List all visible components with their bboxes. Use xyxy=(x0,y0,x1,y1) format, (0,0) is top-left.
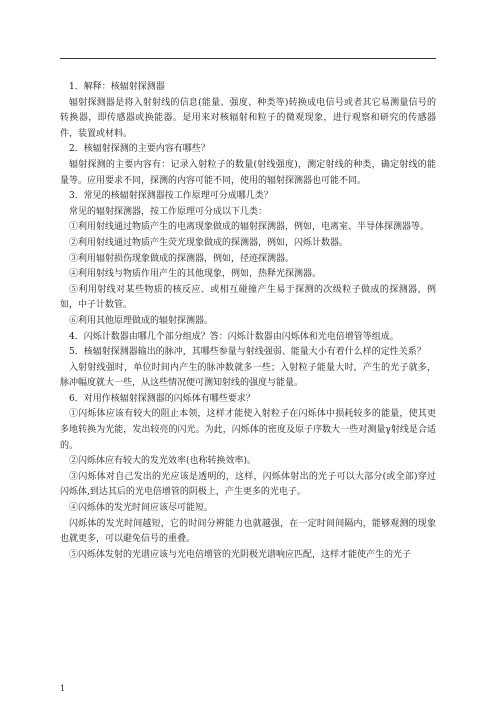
body-paragraph: ②利用射线通过物质产生荧光现象做成的探测器，例如，闪烁计数器。 xyxy=(69,237,349,248)
body-paragraph: 常见的辐射探测器，按工作原理可分成以下几类： xyxy=(69,206,268,217)
question-heading: 5．核辐射探测器输出的脉冲，其哪些参量与射线强弱、能量大小有着什么样的定性关系？ xyxy=(69,347,426,358)
body-paragraph: ①利用射线通过物质产生的电离现象做成的辐射探测器，例如，电离室、半导体探测器等。 xyxy=(69,222,430,233)
body-paragraph: ②闪烁体应有较大的发光效率(也称转换效率)。 xyxy=(69,456,257,467)
header-rule xyxy=(60,58,436,59)
body-paragraph: 入射射线强时，单位时间内产生的脉冲数就多一些；入射粒子能量大时，产生的光子就多，脉冲幅度就大一些，从这些情况便可测知射线的强度与能量。 xyxy=(60,362,436,389)
body-paragraph: ④利用射线与物质作用产生的其他现象，例如，热释光探测器。 xyxy=(69,269,322,280)
document-body xyxy=(60,80,436,563)
question-heading: 1．解释：核辐射探测器 xyxy=(69,82,165,92)
body-paragraph: ③闪烁体对自己发出的光应该是透明的，这样，闪烁体射出的光子可以大部分(或全部)穿过闪烁体,到达其后的光电倍增管的阴极上，产生更多的光电子。 xyxy=(60,471,436,498)
question-heading: 3．常见的核辐射探测器按工作原理可分成哪几类？ xyxy=(69,191,273,202)
question-heading: 6．对用作核辐射探测器的闪烁体有哪些要求？ xyxy=(69,393,255,404)
body-paragraph: 辐射探测的主要内容有：记录入射粒子的数量(射线强度)，测定射线的种类，确定射线的能量等。应用要求不同，探测的内容可能不同，使用的辐射探测器也可能不同。 xyxy=(60,159,436,186)
question-heading: 2．核辐射探测的主要内容有哪些？ xyxy=(69,144,210,155)
body-paragraph: ⑥利用其他原理做成的辐射探测器。 xyxy=(69,315,214,326)
body-paragraph: ④闪烁体的发光时间应该尽可能短。 xyxy=(69,503,214,514)
page-number: 1 xyxy=(60,684,66,693)
body-paragraph: ③利用辐射损伤现象做成的探测器，例如，径迹探测器。 xyxy=(69,253,295,264)
body-paragraph: 辐射探测器是将入射射线的信息(能量、强度、种类等)转换成电信号或者其它易测量信号的转换器，即传感器或换能器。是用来对核辐射和粒子的微观现象，进行观察和研究的传感器件，装置或材料。 xyxy=(60,97,436,139)
body-paragraph: ⑤闪烁体发射的光谱应该与光电倍增管的光阴极光谱响应匹配，这样才能使产生的光子 xyxy=(69,549,412,560)
body-paragraph: 闪烁体的发光时间越短，它的时间分辨能力也就越强，在一定时间间隔内，能够观测的现象也就更多，可以避免信号的重叠。 xyxy=(60,518,436,545)
body-paragraph: ⑤利用射线对某些物质的核反应、或相互碰撞产生易于探测的次级粒子做成的探测器，例如，中子计数管。 xyxy=(60,284,436,311)
question-heading: 4．闪烁计数器由哪几个部分组成？答：闪烁计数器由闪烁体和光电倍增管等组成。 xyxy=(69,331,399,342)
body-paragraph: ①闪烁体应该有较大的阻止本领，这样才能使入射粒子在闪烁体中损耗较多的能量，使其更多地转换为光能，发出较亮的闪光。为此，闪烁体的密度及原子序数大一些对测量γ射线是合适的。 xyxy=(60,409,436,451)
